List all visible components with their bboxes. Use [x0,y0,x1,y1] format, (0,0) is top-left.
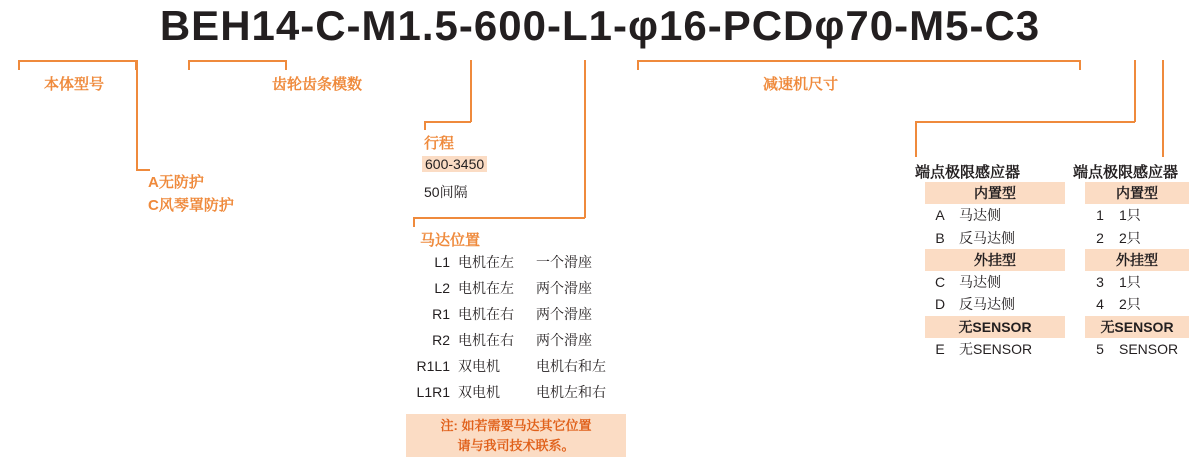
sensor-left-desc: 马达侧 [959,207,1001,224]
motor-position-motor-side: 电机在右 [458,332,514,348]
leader-reducer-horizontal [637,60,1080,62]
leader-motor-position-vertical [584,60,586,218]
motor-position-row [408,356,606,376]
product-code-line: BEH14-C-M1.5-600-L1-φ16-PCDφ70-M5-C3 [159,2,1041,49]
leader-stroke-tick [424,121,426,130]
label-reducer-size: 减速机尺寸 [763,76,839,93]
sensor-left-row [925,271,1065,293]
sensor-left-code: D [934,296,946,313]
leader-protection-vertical [136,60,138,170]
stroke-interval: 50间隔 [424,184,468,200]
sensor-left-group-header: 内置型 [925,182,1065,204]
sensor-right-code: 1 [1096,207,1104,224]
sensor-right-code: 4 [1096,296,1104,313]
leader-stroke-vertical [470,60,472,122]
motor-position-code: R1 [432,306,450,322]
sensor-right-row [1085,271,1189,293]
motor-position-carriage: 两个滑座 [536,306,592,322]
motor-position-carriage: 一个滑座 [536,254,592,270]
motor-position-carriage: 两个滑座 [536,280,592,296]
motor-position-motor-side: 电机在左 [458,280,514,296]
stroke-range [422,156,487,172]
leader-body-model-horizontal [18,60,136,62]
motor-position-note [406,414,626,457]
motor-position-code: L1R1 [416,384,450,400]
sensor-right-group-header: 外挂型 [1085,249,1189,271]
motor-position-note-line1: 注: 如若需要马达其它位置 [440,418,592,433]
motor-position-code: L1 [434,254,450,270]
sensor-right-table [1085,182,1189,360]
label-protection-no-cover: A无防护 [148,174,204,191]
sensor-right-group-header: 内置型 [1085,182,1189,204]
label-motor-position: 马达位置 [420,232,481,249]
leader-sensor-left-vertical [1134,60,1136,122]
sensor-left-row [925,316,1065,338]
leader-sensor-right-vertical [1162,60,1164,157]
motor-position-row [408,278,592,298]
leader-gear-module-vertical-left [188,60,190,70]
sensor-left-row [925,204,1065,226]
motor-position-motor-side: 双电机 [458,384,500,400]
leader-motor-position-tick [413,217,415,227]
motor-position-motor-side: 电机在左 [458,254,514,270]
motor-position-carriage: 两个滑座 [536,332,592,348]
sensor-left-desc: 反马达侧 [959,229,1015,246]
sensor-right-group-header: 无SENSOR [1085,316,1189,338]
sensor-right-row [1085,204,1189,226]
sensor-left-row [925,338,1065,360]
sensor-right-row [1085,316,1189,338]
sensor-left-group-header: 无SENSOR [925,316,1065,338]
leader-stroke-horizontal [424,121,471,123]
sensor-right-desc: 1只 [1119,274,1141,291]
sensor-right-row [1085,249,1189,271]
sensor-right-row [1085,293,1189,315]
sensor-left-group-header: 外挂型 [925,249,1065,271]
sensor-left-desc: 无SENSOR [959,341,1033,358]
leader-reducer-vertical-right [1079,60,1081,70]
sensor-left-table [925,182,1065,360]
motor-position-motor-side: 双电机 [458,358,500,374]
label-stroke: 行程 [424,135,455,152]
leader-body-model-vertical-left [18,60,20,70]
label-protection-bellows: C风琴罩防护 [148,197,234,214]
sensor-right-row [1085,182,1189,204]
sensor-left-row [925,227,1065,249]
leader-motor-position-horizontal [413,217,585,219]
sensor-right-row [1085,338,1189,360]
motor-position-carriage: 电机右和左 [536,358,606,374]
leader-reducer-vertical-left [637,60,639,70]
sensor-left-desc: 马达侧 [959,274,1001,291]
sensor-left-row [925,182,1065,204]
sensor-right-code: 3 [1096,274,1104,291]
sensor-right-desc: 2只 [1119,296,1141,313]
motor-position-row [408,304,592,324]
sensor-right-code: 2 [1096,229,1104,246]
sensor-left-code: C [934,274,946,291]
sensor-right-row [1085,227,1189,249]
label-sensor-right: 端点极限感应器 [1073,164,1179,181]
leader-gear-module-horizontal [188,60,286,62]
sensor-right-desc: 1只 [1119,207,1141,224]
motor-position-motor-side: 电机在右 [458,306,514,322]
sensor-left-row [925,249,1065,271]
leader-gear-module-vertical-right [285,60,287,70]
sensor-right-desc: SENSOR [1119,341,1179,358]
stroke-range-value: 600-3450 [422,156,487,172]
leader-sensor-left-horizontal [915,121,1135,123]
motor-position-row [408,382,606,402]
sensor-right-code: 5 [1096,341,1104,358]
motor-position-code: R2 [432,332,450,348]
sensor-left-code: B [935,229,945,246]
sensor-left-row [925,293,1065,315]
leader-sensor-left-tick [915,121,917,157]
sensor-left-code: E [935,341,945,358]
label-sensor-left: 端点极限感应器 [915,164,1021,181]
motor-position-code: L2 [434,280,450,296]
motor-position-row [408,330,592,350]
motor-position-row [408,252,592,272]
motor-position-code: R1L1 [416,358,450,374]
sensor-left-code: A [935,207,945,224]
motor-position-carriage: 电机左和右 [536,384,606,400]
motor-position-note-line2: 请与我司技术联系。 [457,437,575,453]
sensor-right-desc: 2只 [1119,229,1141,246]
sensor-left-desc: 反马达侧 [959,296,1015,313]
label-gear-module: 齿轮齿条模数 [272,76,363,93]
label-body-model: 本体型号 [44,76,105,93]
